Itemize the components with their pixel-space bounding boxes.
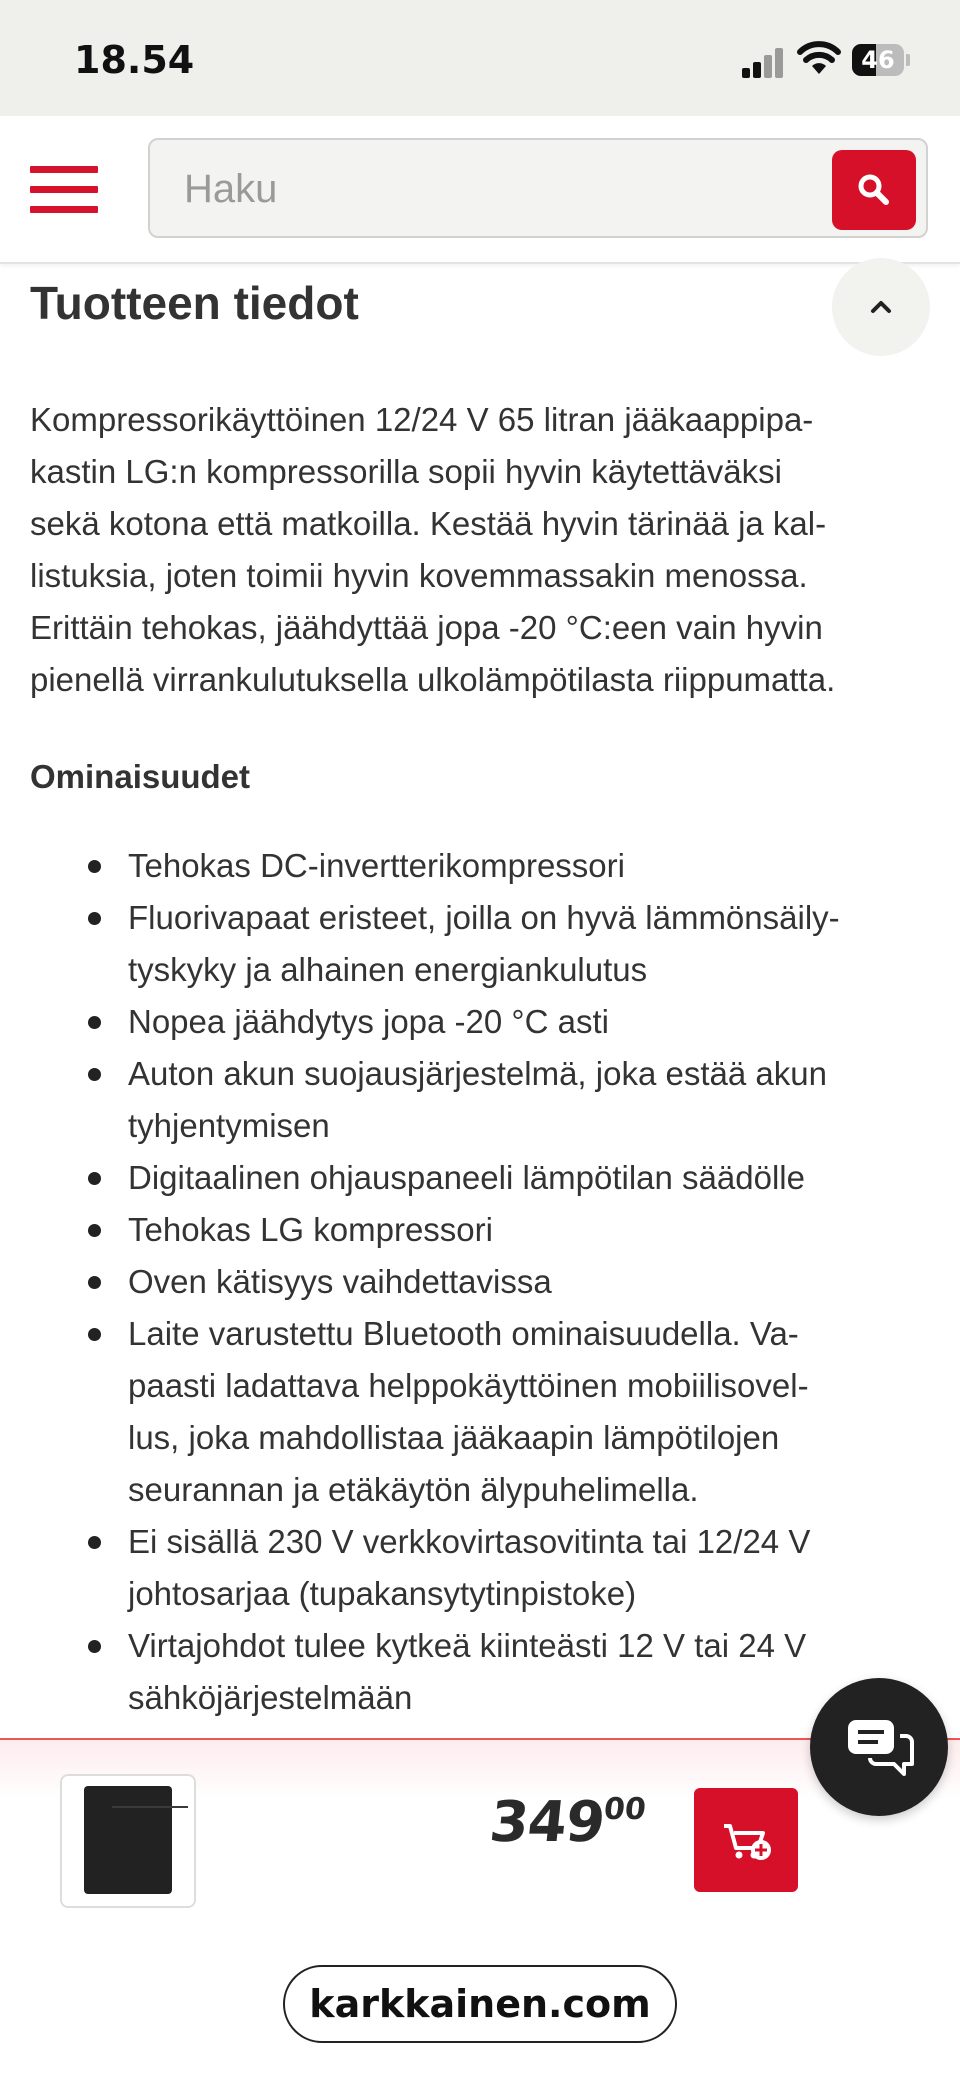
feature-text-line: seurannan ja etäkäytön älypuhelimella. [128, 1471, 699, 1508]
product-price [486, 1790, 648, 1855]
search-input[interactable] [182, 162, 746, 216]
price-main: 349 [486, 1790, 608, 1855]
features-heading: Ominaisuudet [30, 758, 251, 795]
bullet-icon [88, 860, 101, 873]
bullet-icon [88, 1068, 101, 1081]
battery-level: 46 [861, 46, 895, 74]
bullet-icon [88, 1016, 101, 1029]
status-bar [0, 0, 960, 116]
chat-icon [810, 1678, 948, 1816]
feature-text-line: Nopea jäähdytys jopa -20 °C asti [128, 1003, 609, 1040]
search-button[interactable] [832, 150, 916, 230]
description-line: sekä kotona että matkoilla. Kestää hyvin tärinää ja kal- [30, 505, 827, 542]
description-line: pienellä virrankulutuksella ulkolämpötilasta riippumatta. [30, 661, 836, 698]
feature-item [128, 1308, 928, 1516]
description-line: kastin LG:n kompressorilla sopii hyvin käytettäväksi [30, 453, 782, 490]
feature-item [128, 1048, 928, 1152]
section-title: Tuotteen tiedot [30, 277, 359, 329]
feature-text-line: Oven kätisyys vaihdettavissa [128, 1263, 552, 1300]
description-line: Kompressorikäyttöinen 12/24 V 65 litran jääkaappipa- [30, 401, 814, 438]
feature-text-line: Virtajohdot tulee kytkeä kiinteästi 12 V tai 24 V [128, 1627, 807, 1664]
cart-add-icon [694, 1788, 798, 1892]
bullet-icon [88, 1536, 101, 1549]
chat-button[interactable] [810, 1678, 948, 1816]
feature-text-line: lus, joka mahdollistaa jääkaapin lämpötilojen [128, 1419, 780, 1456]
feature-item [128, 892, 928, 996]
description-line: Erittäin tehokas, jäähdyttää jopa -20 °C:een vain hyvin [30, 609, 823, 646]
feature-text-line: tyhjentymisen [128, 1107, 330, 1144]
status-time: 18.54 [74, 38, 195, 82]
feature-text-line: sähköjärjestelmään [128, 1679, 413, 1716]
description-line: listuksia, joten toimii hyvin kovemmassakin menossa. [30, 557, 808, 594]
bullet-icon [88, 1640, 101, 1653]
features-list [128, 840, 928, 1724]
bullet-icon [88, 1224, 101, 1237]
feature-item [128, 1204, 928, 1256]
chevron-up-icon [832, 258, 930, 356]
feature-item [128, 996, 928, 1048]
bullet-icon [88, 912, 101, 925]
feature-text-line: johtosarjaa (tupakansytytinpistoke) [128, 1575, 637, 1612]
product-description [30, 394, 935, 706]
feature-text-line: Tehokas DC-invertterikompressori [128, 847, 625, 884]
feature-text-line: paasti ladattava helppokäyttöinen mobiilisovel- [128, 1367, 809, 1404]
search-icon [832, 150, 916, 230]
feature-text-line: Digitaalinen ohjauspaneeli lämpötilan säädölle [128, 1159, 805, 1196]
site-header [0, 116, 960, 264]
hamburger-menu-icon[interactable] [30, 166, 100, 216]
battery-icon [852, 44, 904, 76]
search-box [148, 138, 928, 238]
feature-item [128, 1256, 928, 1308]
fridge-image [84, 1786, 172, 1894]
signal-icon [742, 44, 786, 78]
wifi-icon [797, 40, 841, 76]
feature-item [128, 1620, 928, 1724]
collapse-button[interactable] [832, 258, 930, 356]
feature-item [128, 1152, 928, 1204]
feature-text-line: Tehokas LG kompressori [128, 1211, 493, 1248]
feature-item [128, 840, 928, 892]
price-cents: 00 [602, 1792, 648, 1827]
feature-text-line: Laite varustettu Bluetooth ominaisuudella. Va- [128, 1315, 799, 1352]
feature-text-line: Ei sisällä 230 V verkkovirtasovitinta tai 12/24 V [128, 1523, 811, 1560]
feature-item [128, 1516, 928, 1620]
product-thumbnail[interactable] [60, 1774, 196, 1908]
bullet-icon [88, 1172, 101, 1185]
add-to-cart-button[interactable] [694, 1788, 798, 1892]
feature-text-line: tyskyky ja alhainen energiankulutus [128, 951, 648, 988]
bullet-icon [88, 1276, 101, 1289]
feature-text-line: Auton akun suojausjärjestelmä, joka estää akun [128, 1055, 827, 1092]
battery-tip [906, 54, 910, 66]
browser-url-bar[interactable]: karkkainen.com [283, 1965, 677, 2043]
feature-text-line: Fluorivapaat eristeet, joilla on hyvä lämmönsäily- [128, 899, 840, 936]
bullet-icon [88, 1328, 101, 1341]
